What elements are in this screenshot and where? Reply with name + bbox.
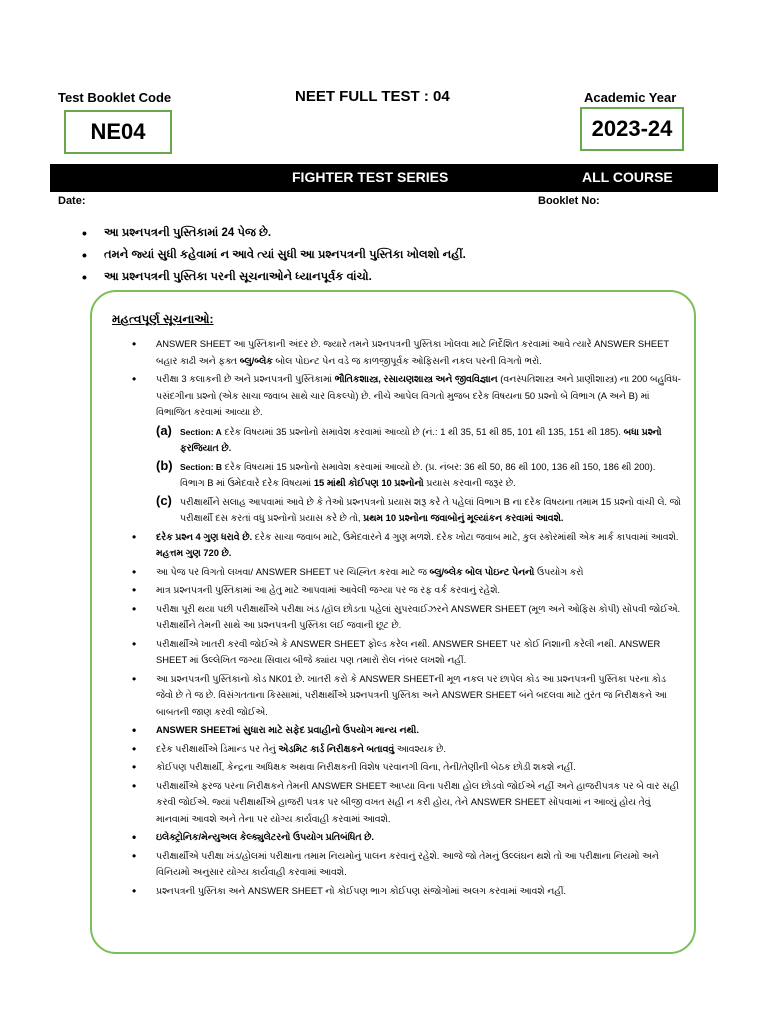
instruction-item: • ઇલેક્ટ્રોનિક/મેન્યુઅલ કેલ્ક્યુલેટરનો ઉપયોગ પ્રતિબંધિત છે. bbox=[116, 829, 682, 846]
test-title: NEET FULL TEST : 04 bbox=[295, 88, 450, 105]
booklet-code-label: Test Booklet Code bbox=[58, 90, 172, 105]
instruction-item: • પરીક્ષાર્થીએ ફરજ પરના નિરીક્ષકને તેમની ANSWER SHEET આપ્યા વિના પરીક્ષા હોલ છોડવો જોઈએ નહીં અને હાજરીપત્રક પર બે વાર સહી કરવી જોઈએ. જ્યાં પરીક્ષાર્થીએ હાજરી પત્રક પર બીજી વખત સહી ન કરી હોય, તેને ANSWER SHEET સોંપવામાં ન આવ્યું હોય તેવું માનવામાં આવશે અને તેના પર યોગ્ય કાર્યવાહી કરવામાં આવશે. bbox=[116, 778, 682, 828]
instruction-emphasis: એડમિટ કાર્ડ નિરીક્ષકને બતાવવું bbox=[278, 742, 395, 754]
instructions-title: મહત્વપૂર્ણ સૂચનાઓ: bbox=[112, 312, 214, 326]
instruction-emphasis: બ્લુ/બ્લેક બોલ પોઇન્ટ પેનનો bbox=[429, 565, 535, 577]
instruction-emphasis: 15 માંથી કોઈપણ 10 પ્રશ્નોનો bbox=[313, 477, 424, 488]
section-marker: (c) bbox=[156, 492, 172, 508]
section-marker: (a) bbox=[156, 422, 172, 438]
instruction-text: દરેક વિષયમાં 35 પ્રશ્નોનો સમાવેશ કરવામાં આવ્યો છે (નં.: 1 થી 35, 51 થી 85, 101 થી 135, 151 થી 185). bbox=[221, 425, 621, 437]
instruction-item: • પ્રશ્નપત્રની પુસ્તિકા અને ANSWER SHEET નો કોઈપણ ભાગ કોઈપણ સંજોગોમાં અલગ કરવામાં આવશે નહીં. bbox=[116, 883, 682, 900]
section-b-item bbox=[156, 459, 682, 492]
section-c-item bbox=[156, 494, 682, 527]
section-marker: (b) bbox=[156, 457, 173, 473]
instruction-text: પ્રયાસ કરવાની જરૂર છે. bbox=[423, 477, 516, 488]
instruction-item: • ANSWER SHEETમાં સુધારા માટે સફેદ પ્રવાહીનો ઉપયોગ માન્ય નથી. bbox=[116, 722, 682, 739]
instruction-emphasis: પ્રથમ 10 પ્રશ્નોના જવાબોનું મૂલ્યાંકન કરવામાં આવશે. bbox=[363, 512, 564, 523]
instruction-item: • માત્ર પ્રશ્નપત્રની પુસ્તિકામાં આ હેતુ માટે આપવામાં આવેલી જગ્યા પર જ રફ વર્ક કરવાનું રહેશે. bbox=[116, 582, 682, 599]
top-note: • આ પ્રશ્નપત્રની પુસ્તિકામાં 24 પેજ છે. bbox=[80, 222, 720, 244]
instruction-emphasis: બધા પ્રશ્નો ફરજિયાત છે. bbox=[180, 425, 662, 453]
top-note: • તમને જ્યાં સુધી કહેવામાં ન આવે ત્યાં સુધી આ પ્રશ્નપત્રની પુસ્તિકા ખોલશો નહીં. bbox=[80, 244, 720, 266]
instruction-item: • પરીક્ષાર્થીએ પરીક્ષા ખંડ/હોલમાં પરીક્ષાના તમામ નિયમોનું પાલન કરવાનું રહેશે. આજે જો તેમનું ઉલ્લંઘન થશે તો આ પરીક્ષાના નિયમો અને વિનિયમો અનુસાર યોગ્ય કાર્યવાહી કરવામાં આવશે. bbox=[116, 848, 682, 881]
instruction-emphasis: ભૌતિકશાસ્ત્ર, રસાયણશાસ્ત્ર અને જીવવિજ્ઞાન bbox=[334, 373, 498, 384]
instruction-text: આ પેજ પર વિગતો લખવા/ ANSWER SHEET પર ચિહ્નિત કરવા માટે જ bbox=[156, 565, 430, 577]
booklet-number-label: Booklet No: bbox=[538, 195, 600, 207]
instruction-item bbox=[116, 741, 682, 758]
instruction-item: • પરીક્ષાર્થીએ ખાતરી કરવી જોઈએ કે ANSWER SHEET ફોલ્ડ કરેલ નથી. ANSWER SHEET પર કોઈ નિશાની કરેલી નથી. ANSWER SHEET માં ઉલ્લેખિત જગ્યા સિવાય બીજે ક્યાંય પણ તમારો રોલ નંબર લખશો નહીં. bbox=[116, 636, 682, 669]
instruction-emphasis: દરેક પ્રશ્ન 4 ગુણ ધરાવે છે. bbox=[156, 530, 253, 542]
instruction-text: ઉપયોગ કરો bbox=[534, 565, 584, 577]
instruction-item bbox=[116, 371, 682, 527]
instruction-item: • પરીક્ષા પૂરી થયા પછી પરીક્ષાર્થીએ પરીક્ષા ખંડ /હૉલ છોડતા પહેલાં સુપરવાઈઝરને ANSWER SHEET (મૂળ અને ઓફિસ કોપી) સોંપવી જોઈએ. પરીક્ષાર્થીને તેમની સાથે આ પ્રશ્નપત્રની પુસ્તિકા લઈ જવાની છૂટ છે. bbox=[116, 601, 682, 634]
section-list bbox=[156, 424, 682, 527]
series-name: FIGHTER TEST SERIES bbox=[292, 169, 449, 185]
instruction-text: (વનસ્પતિશાસ્ત્ર અને પ્રાણીશાસ્ત્ર) ના 200 બહુવિધ-પસંદગીના પ્રશ્નો (એક સાચા જવાબ સાથે ચાર વિકલ્પો) છે. નીચે આપેલ વિગતો મુજબ દરેક વિષયના 50 પ્રશ્નો બે વિભાગ (A અને B) માં વિભાજિત કરવામાં આવ્યા છે. bbox=[156, 373, 681, 417]
instruction-text: આવશ્યક છે. bbox=[394, 742, 446, 754]
course-name: ALL COURSE bbox=[582, 169, 673, 185]
instruction-item bbox=[116, 336, 682, 369]
instruction-item bbox=[116, 529, 682, 562]
academic-year: 2023-24 bbox=[591, 116, 673, 141]
instruction-item: • કોઈપણ પરીક્ષાર્થી, કેન્દ્રના અધિક્ષક અથવા નિરીક્ષકની વિશેષ પરવાનગી વિના, તેની/તેણીની બેઠક છોડી શકશે નહીં. bbox=[116, 759, 682, 776]
instruction-text: ANSWER SHEET આ પુસ્તિકાની અંદર છે. જ્યારે તમને પ્રશ્નપત્રની પુસ્તિકા ખોલવા માટે નિર્દેશિત કરવામાં આવે ત્યારે ANSWER SHEET બહાર કાઢી અને ફક્ત bbox=[156, 338, 669, 366]
series-bar bbox=[50, 164, 718, 192]
instruction-emphasis: બ્લુ/બ્લેક bbox=[239, 354, 273, 366]
instruction-text: દરેક વિષયમાં 15 પ્રશ્નોનો સમાવેશ કરવામાં આવ્યો છે. (પ્ર. નંબર: 36 થી 50, 86 થી 100, 136 થી 150, 186 થી 200). વિભાગ B માં ઉમેદવારે દરેક વિષયમાં bbox=[180, 460, 656, 488]
instruction-emphasis: મહત્તમ ગુણ 720 છે. bbox=[156, 547, 232, 558]
instruction-text: પરીક્ષાર્થીને સલાહ આપવામાં આવે છે કે તેઓ પ્રશ્નપત્રનો પ્રયાસ શરૂ કરે તે પહેલાં વિભાગ B ના દરેક વિષયના તમામ 15 પ્રશ્નો વાંચી લે. જો પરીક્ષાર્થી દસ કરતાં વધુ પ્રશ્નોનો પ્રયાસ કરે છે તો, bbox=[180, 495, 681, 523]
academic-year-box bbox=[580, 107, 684, 151]
instruction-item: • આ પ્રશ્નપત્રની પુસ્તિકાનો કોડ NK01 છે. ખાતરી કરો કે ANSWER SHEETની મૂળ નકલ પર છાપેલ કોડ આ પ્રશ્નપત્રની પુસ્તિકા પરના કોડ જેવો છે તે જ છે. વિસંગતતાના કિસ્સામાં, પરીક્ષાર્થીએ પ્રશ્નપત્રની પુસ્તિકા અને ANSWER SHEET બંને બદલવા માટે તુરંત જ નિરીક્ષકને આ બાબતની જાણ કરવી જોઈએ. bbox=[116, 671, 682, 721]
instruction-text: દરેક પરીક્ષાર્થીએ ડિમાન્ડ પર તેનું bbox=[156, 742, 279, 754]
academic-year-label: Academic Year bbox=[584, 90, 677, 105]
instructions-box bbox=[90, 290, 696, 954]
booklet-code: NE04 bbox=[90, 119, 146, 144]
section-label: Section: A bbox=[180, 426, 222, 437]
date-label: Date: bbox=[58, 195, 86, 207]
section-a-item bbox=[156, 424, 682, 457]
instructions-list bbox=[116, 336, 682, 901]
instruction-text: પરીક્ષા 3 કલાકની છે અને પ્રશ્નપત્રની પુસ્તિકામાં bbox=[156, 373, 335, 384]
instruction-item bbox=[116, 564, 682, 581]
top-notes bbox=[80, 222, 720, 288]
top-note: • આ પ્રશ્નપત્રની પુસ્તિકા પરની સૂચનાઓને ધ્યાનપૂર્વક વાંચો. bbox=[80, 266, 720, 288]
instruction-text: બોલ પોઇન્ટ પેન વડે જ કાળજીપૂર્વક ઓફિસની નકલ પરની વિગતો ભરો. bbox=[272, 354, 542, 366]
instruction-text: દરેક સાચા જવાબ માટે, ઉમેદવારને 4 ગુણ મળશે. દરેક ખોટા જવાબ માટે, કુલ સ્કોરમાંથી એક માર્ક કાપવામાં આવશે. bbox=[252, 530, 679, 542]
section-label: Section: B bbox=[180, 461, 223, 472]
booklet-code-box bbox=[64, 110, 172, 154]
